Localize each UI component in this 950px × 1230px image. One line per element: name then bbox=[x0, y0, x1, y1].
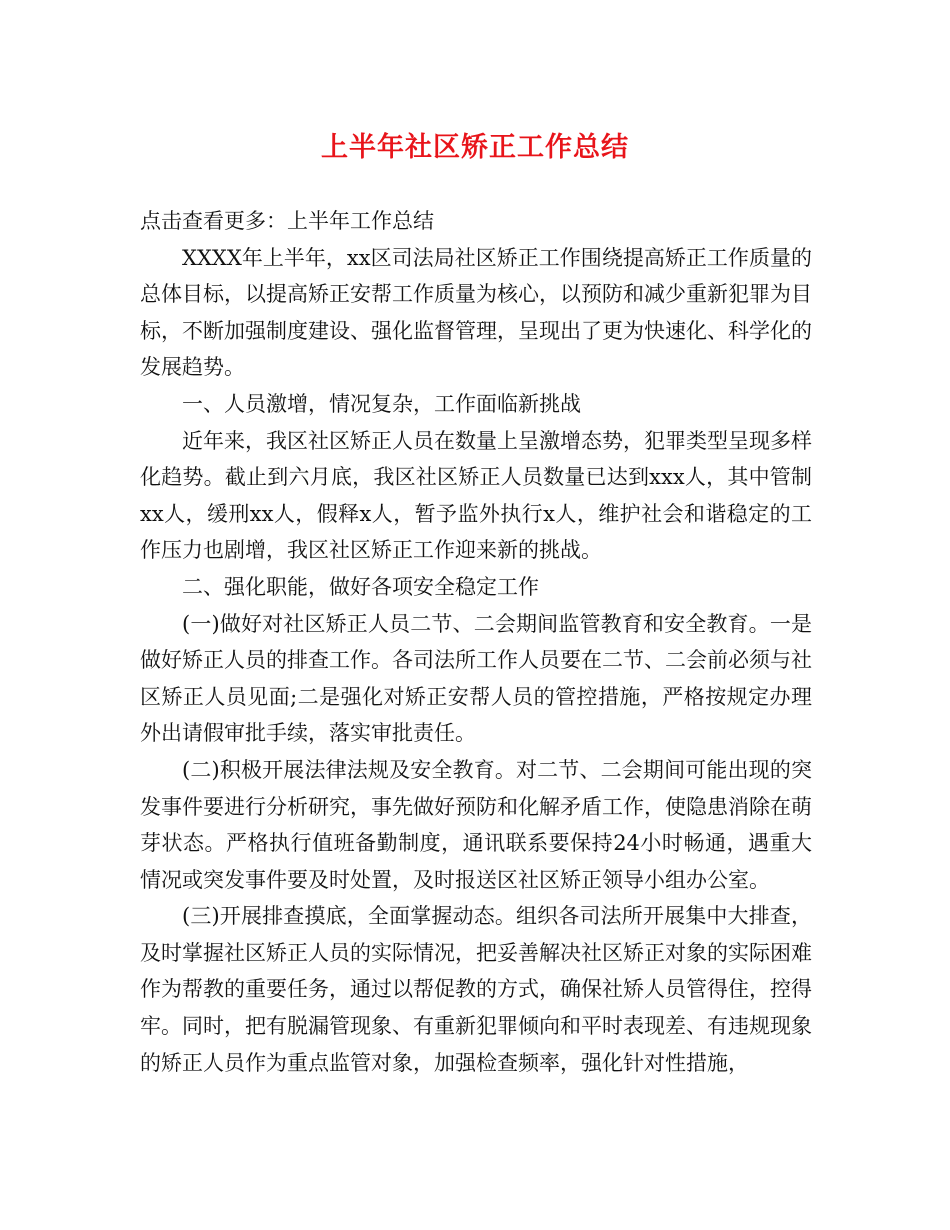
section-heading-1: 一、人员激增，情况复杂，工作面临新挑战 bbox=[182, 391, 581, 416]
paragraph-section-1: 近年来，我区社区矫正人员在数量上呈激增态势，犯罪类型呈现多样化趋势。截止到六月底，我区社区矫正人员数量已达到xxx人，其中管制xx人，缓刑xx人，假释x人，暂予监外执行x人，维护社会和谐稳定的工作压力也剧增，我区社区矫正工作迎来新的挑战。 bbox=[140, 428, 812, 563]
see-more-link[interactable]: 点击查看更多：上半年工作总结 bbox=[140, 209, 434, 233]
paragraph-item-2: (二)积极开展法律法规及安全教育。对二节、二会期间可能出现的突发事件要进行分析研究，事先做好预防和化解矛盾工作，使隐患消除在萌芽状态。严格执行值班备勤制度，通讯联系要保持24小时畅通，遇重大情况或突发事件要及时处置，及时报送区社区矫正领导小组办公室。 bbox=[140, 757, 812, 892]
paragraph-item-3: (三)开展排查摸底，全面掌握动态。组织各司法所开展集中大排查，及时掌握社区矫正人员的实际情况，把妥善解决社区矫正对象的实际困难作为帮教的重要任务，通过以帮促教的方式，确保社矫人员管得住，控得牢。同时，把有脱漏管现象、有重新犯罪倾向和平时表现差、有违规现象的矫正人员作为重点监管对象，加强检查频率，强化针对性措施， bbox=[140, 904, 812, 1075]
document-body bbox=[140, 203, 812, 1081]
section-heading-2: 二、强化职能，做好各项安全稳定工作 bbox=[182, 574, 539, 599]
paragraph-item-1: (一)做好对社区矫正人员二节、二会期间监管教育和安全教育。一是做好矫正人员的排查工作。各司法所工作人员要在二节、二会前必须与社区矫正人员见面;二是强化对矫正安帮人员的管控措施，严格按规定办理外出请假审批手续，落实审批责任。 bbox=[140, 611, 812, 746]
document-title: 上半年社区矫正工作总结 bbox=[321, 132, 629, 163]
paragraph-intro: XXXX年上半年，xx区司法局社区矫正工作围绕提高矫正工作质量的总体目标，以提高矫正安帮工作质量为核心，以预防和减少重新犯罪为目标，不断加强制度建设、强化监督管理，呈现出了更为快速化、科学化的发展趋势。 bbox=[140, 245, 812, 380]
